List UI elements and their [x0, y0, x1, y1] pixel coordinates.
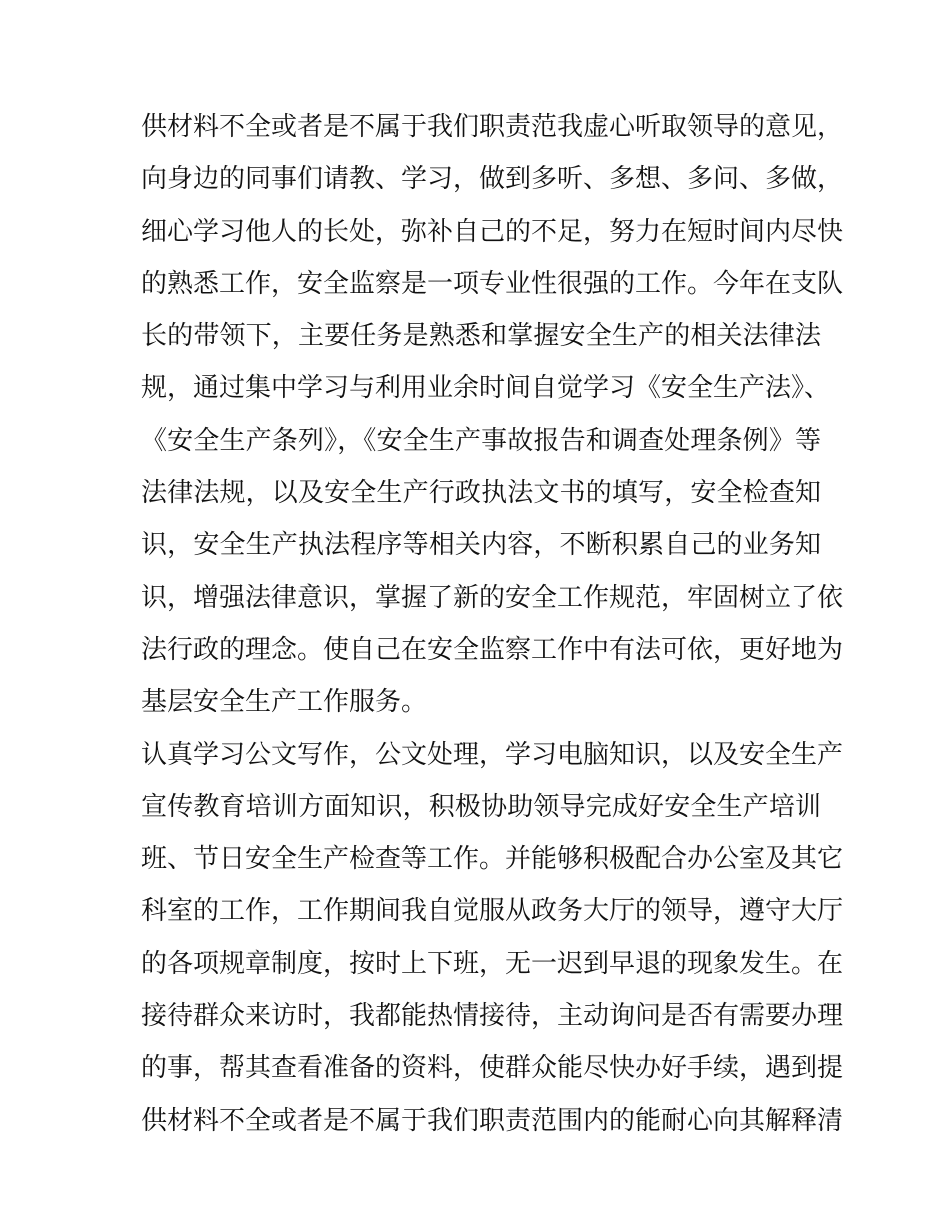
text-line: 向身边的同事们请教、学习，做到多听、多想、多问、多做， [141, 164, 844, 195]
text-line: 供材料不全或者是不属于我们职责范围内的能耐心向其解释清 [141, 1105, 844, 1136]
text-line: 法行政的理念。使自己在安全监察工作中有法可依，更好地为 [141, 634, 844, 665]
text-line: 基层安全生产工作服务。 [141, 687, 428, 718]
text-line: 识，增强法律意识，掌握了新的安全工作规范，牢固树立了依 [141, 582, 844, 613]
text-line: 的各项规章制度，按时上下班，无一迟到早退的现象发生。在 [141, 948, 844, 979]
text-line: 科室的工作，工作期间我自觉服从政务大厅的领导，遵守大厅 [141, 896, 844, 927]
text-line: 的事，帮其查看准备的资料，使群众能尽快办好手续，遇到提 [141, 1053, 844, 1084]
text-line: 细心学习他人的长处，弥补自己的不足，努力在短时间内尽快 [141, 216, 844, 247]
text-line: 班、节日安全生产检查等工作。并能够积极配合办公室及其它 [141, 844, 844, 875]
text-line: 长的带领下，主要任务是熟悉和掌握安全生产的相关法律法 [141, 321, 821, 352]
text-line: 识，安全生产执法程序等相关内容，不断积累自己的业务知 [141, 530, 821, 561]
text-line: 的熟悉工作，安全监察是一项专业性很强的工作。今年在支队 [141, 268, 844, 299]
text-line: 认真学习公文写作，公文处理，学习电脑知识，以及安全生产 [141, 739, 844, 770]
text-line: 规，通过集中学习与利用业余时间自觉学习《安全生产法》、 [141, 373, 831, 404]
text-line: 接待群众来访时，我都能热情接待，主动询问是否有需要办理 [141, 1001, 844, 1032]
text-line: 供材料不全或者是不属于我们职责范我虚心听取领导的意见， [141, 112, 844, 142]
text-line: 法律法规，以及安全生产行政执法文书的填写，安全检查知 [141, 478, 821, 509]
text-line: 宣传教育培训方面知识，积极协助领导完成好安全生产培训 [141, 791, 821, 822]
text-line: 《安全生产条列》，《安全生产事故报告和调查处理条例》等 [141, 425, 821, 456]
body-text [141, 101, 844, 1147]
